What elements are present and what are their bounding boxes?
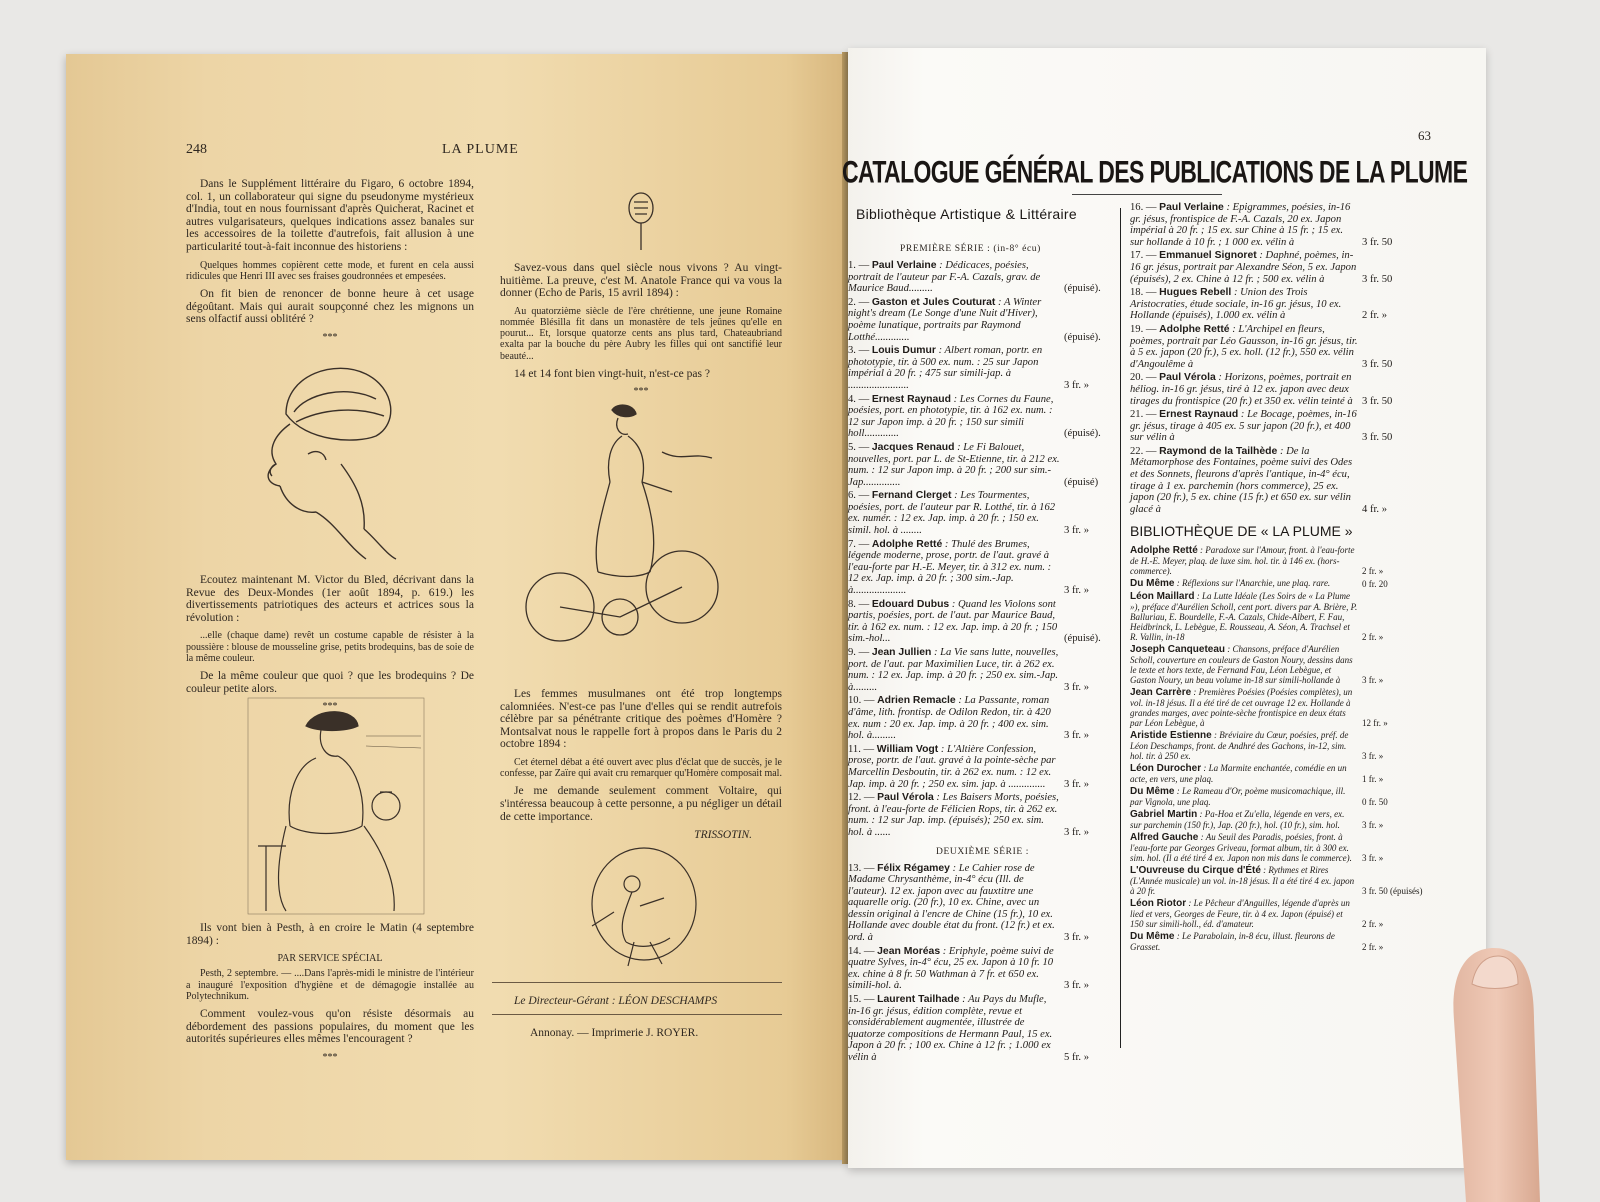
catalogue-entry: [1130, 202, 1393, 248]
quatorze-line: 14 et 14 font bien vingt-huit, n'est-ce pas ?: [514, 367, 710, 380]
entry-price: 2 fr. »: [1362, 942, 1384, 953]
bibliotheque-entry: [1130, 687, 1388, 729]
entry-price: (épuisé).: [1064, 331, 1101, 343]
entry-author: Aristide Estienne: [1130, 730, 1212, 742]
bibliotheque-entry: [1130, 578, 1388, 590]
entry-price: 5 fr. »: [1064, 1052, 1090, 1063]
entry-author: Edouard Dubus: [871, 598, 950, 610]
catalogue-entry: [848, 490, 1090, 537]
catalogue-entry: [848, 538, 1090, 597]
entry-description: : Eriphyle, poème suivi de quatre Sylves, in-4° écu, 25 ex. Japon à 10 fr. 10 ex. chine à 8 fr. 50 Wathman à 7 fr. et 650 ex. simili-hol. à.: [848, 945, 1054, 992]
entry-price: 3 fr. »: [1362, 675, 1384, 686]
entry-description: : Pa-Hoa et Zu'ella, légende en vers, ex. sur parchemin (150 fr.), Jap. (20 fr.), hol. (10 fr.), sim. hol.: [1130, 809, 1345, 831]
separator-stars-2: ***: [322, 701, 338, 713]
entry-price: 3 fr. »: [1064, 585, 1090, 597]
entry-number: 11. —: [848, 743, 877, 755]
bibliotheque-entry: [1130, 832, 1384, 864]
entry-price: 3 fr. »: [1064, 681, 1090, 693]
catalogue-entry: [1130, 323, 1393, 370]
catalogue-entry: [1130, 287, 1388, 322]
entry-number: 20. —: [1130, 372, 1160, 384]
entry-price: (épuisé).: [1064, 428, 1101, 440]
serie-1-heading: PREMIÈRE SÉRIE : (in-8° écu): [900, 244, 1041, 254]
entry-author: William Vogt: [876, 743, 939, 755]
couleur-paragraph: De la même couleur que quoi ? que les brodequins ? De couleur petite alors.: [186, 669, 474, 695]
entry-price: 2 fr. »: [1362, 310, 1388, 322]
entry-price: 0 fr. 50: [1362, 797, 1388, 808]
bibliotheque-entry: [1130, 644, 1384, 686]
entry-author: Adrien Remacle: [877, 695, 956, 707]
entry-price: 3 fr. »: [1064, 525, 1090, 537]
entry-number: 3. —: [848, 345, 872, 357]
entry-number: 16. —: [1130, 202, 1160, 213]
right-page: [842, 48, 1486, 1168]
bibliotheque-entry: [1130, 730, 1384, 762]
catalogue-entry: [848, 743, 1090, 790]
entry-description: : Premières Poésies (Poésies complètes), un vol. in-18 jésus. Il a été tiré de cet ouvrage 12 ex. Hollande à grandes marges, avec pointe-sèche frontispice en deux états par Léon Lebègue, à: [1130, 687, 1353, 729]
entry-author: Hugues Rebell: [1159, 287, 1232, 299]
bibliotheque-entry: [1130, 763, 1384, 785]
entry-description: : Rythmes et Rires (L'Année musicale) un vol. in-18 jésus. Il a été tiré 4 ex. japon à 20 fr.: [1130, 865, 1355, 897]
entry-price: 3 fr. »: [1064, 730, 1090, 742]
entry-price: 3 fr. 50: [1362, 273, 1393, 285]
entry-author: Gaston et Jules Couturat: [871, 296, 996, 308]
entry-author: Félix Régamey: [877, 862, 950, 874]
entry-price: (épuisé).: [1064, 633, 1101, 645]
entry-price: 3 fr. 50: [1362, 236, 1393, 248]
entry-number: 8. —: [848, 598, 872, 610]
entry-author: Jean Carrère: [1130, 687, 1192, 699]
page-number-left: 248: [186, 142, 207, 157]
entry-author: Laurent Tailhade: [877, 994, 960, 1006]
catalogue-entry: [848, 695, 1090, 742]
bibliotheque-entry: [1130, 898, 1384, 930]
entry-number: 13. —: [848, 862, 878, 874]
entry-price: 4 fr. »: [1362, 503, 1388, 515]
entry-number: 15. —: [848, 994, 878, 1006]
france-quote: Au quatorzième siècle de l'ère chrétienne, une jeune Romaine nommée Blésilla fit dans un monastère de tels jeûnes qu'elle en pourut... Et, lorsque quatorze cents ans plus tard, Chateaubriand exalta par la bouche du père Aubry les filles qui ont sanctifié leur beauté...: [500, 305, 782, 362]
entry-author: Paul Vérola: [877, 792, 934, 804]
service-heading: PAR SERVICE SPÉCIAL: [277, 953, 383, 965]
entry-description: : Le Pêcheur d'Anguilles, légende d'après un lied et vers, Georges de Feure, tir. à 4 ex. Japon (épuisé) et 150 sur simili-holl., éd. d'amateur.: [1130, 898, 1350, 930]
catalogue-entry: [848, 441, 1099, 488]
entry-description: : Les Tourmentes, poésies, port. de l'auteur par R. Lotthé, tir. à 162 ex. numér. : 12 ex. Jap. imp. à 20 fr. ; 150 ex. simil. hol. à ........: [848, 490, 1056, 537]
entry-author: Léon Durocher: [1130, 763, 1202, 775]
footer-rule-2: [492, 1014, 782, 1015]
left-column-1-bottom: [186, 922, 474, 1070]
separator-stars: ***: [322, 331, 338, 343]
entry-price: 3 fr. 50: [1362, 358, 1393, 370]
eternel-quote: Cet éternel débat a été ouvert avec plus d'éclat que de succès, je le confesse, par Zaïre qui avait cru remarquer qu'Homère composait mal.: [500, 756, 782, 780]
entry-price: 3 fr. »: [1362, 820, 1384, 831]
catalogue-entry: [848, 345, 1090, 391]
left-column-2-top: [500, 262, 782, 405]
serie-2-heading: DEUXIÈME SÉRIE :: [936, 846, 1029, 857]
entry-price: (épuisé): [1064, 476, 1099, 488]
catalogue-entry: [1130, 372, 1393, 407]
entry-description: : Chansons, préface d'Aurélien Scholl, couverture en couleurs de Gaston Noury, dessins dans le texte et hors texte, de Fernand Fau, Léon Lebègue, et Gaston Noury, un beau volume in-18 sur simili-hollande à: [1130, 644, 1353, 686]
imprimerie-line: Annonay. — Imprimerie J. ROYER.: [530, 1027, 699, 1039]
woman-profile-illustration: [246, 354, 406, 564]
entry-description: : A Winter night's dream (Le Songe d'une Nuit d'Hiver), poème lunatique, portraits par Raymond Lotthé.............: [848, 296, 1042, 343]
bibliotheque-entry: [1130, 591, 1384, 643]
entry-description: : L'Archipel en fleurs, poèmes, portrait par Léo Gausson, in-16 gr. jésus, tir. à 5 ex. japon (20 fr.), 5 ex. holl. (12 fr.), 550 ex. vélin d'Angoulême à: [1130, 323, 1358, 370]
entry-price: 3 fr. »: [1064, 980, 1090, 992]
entry-description: : Bréviaire du Cœur, poésies, préf. de Léon Deschamps, front. de Andhré des Gachons, in-12, sim. hol. tir. à 250 ex.: [1130, 730, 1349, 762]
entry-price: 2 fr. »: [1362, 632, 1384, 643]
entry-description: : Dédicaces, poésies, portrait de l'auteur par F.-A. Cazals, grav. de Maurice Baud.........: [848, 260, 1041, 295]
entry-number: 22. —: [1130, 445, 1160, 457]
entry-author: Joseph Canqueteau: [1130, 644, 1226, 656]
entry-author: Adolphe Retté: [1130, 545, 1198, 557]
left-column-2-middle: [500, 688, 782, 842]
entry-number: 19. —: [1130, 323, 1160, 335]
entry-number: 14. —: [848, 945, 878, 957]
entry-author: Léon Riotor: [1130, 898, 1187, 910]
separator-stars-4: ***: [633, 386, 649, 398]
separator-stars-3: ***: [322, 1051, 338, 1063]
entry-number: 6. —: [848, 490, 872, 502]
entry-author: Emmanuel Signoret: [1159, 250, 1257, 262]
entry-price: 3 fr. »: [1064, 379, 1090, 391]
entry-author: Paul Vérola: [1159, 372, 1216, 384]
entry-author: Paul Verlaine: [1159, 202, 1224, 213]
entry-number: 1. —: [848, 260, 872, 271]
left-page: [66, 54, 849, 1160]
entry-description: : Le Rameau d'Or, poème musicomachique, ill. par Vignola, une plaq.: [1130, 786, 1346, 808]
entry-price: 3 fr. 50 (épuisés): [1362, 886, 1423, 897]
entry-description: : Au Pays du Mufle, in-16 gr. jésus, édition complète, revue et considérablement augmentée, illustrée de quatorze compositions de Hermann Paul, 15 ex. Japon à 20 fr. ; 100 ex. Chine à 12 fr. ; 1.000 ex vélin à: [848, 994, 1053, 1063]
catalogue-entry: [848, 945, 1090, 992]
entry-number: 12. —: [848, 792, 878, 804]
entry-author: Adolphe Retté: [1159, 323, 1230, 335]
seated-woman-illustration: [246, 696, 426, 916]
entry-author: L'Ouvreuse du Cirque d'Été: [1130, 865, 1261, 877]
open-magazine: [66, 48, 1486, 1168]
pesth-dispatch: Pesth, 2 septembre. — ....Dans l'après-midi le ministre de l'intérieur a inauguré l'exposition d'hygiène et de démagogie installée au Polytechnikum.: [186, 968, 474, 1002]
finger-holding-page: [1436, 940, 1546, 1202]
pesth-paragraph: Ils vont bien à Pesth, à en croire le Matin (4 septembre 1894) :: [186, 922, 474, 947]
entry-number: 18. —: [1130, 287, 1160, 299]
entry-author: Du Même: [1130, 931, 1175, 943]
entry-price: 3 fr. »: [1064, 778, 1090, 790]
entry-description: : Paradoxe sur l'Amour, front. à l'eau-forte de H.-E. Meyer, plaq. de luxe sim. hol. tir. à 146 ex. (hors-commerce).: [1130, 545, 1355, 577]
entry-description: : La Vie sans lutte, nouvelles, port. de l'aut. par Maximilien Luce, tir. à 262 ex. num. : 12 ex. Jap. imp. à 20 fr. ; 250 ex. sim.-Jap. à.........: [848, 647, 1059, 693]
entry-author: Adolphe Retté: [871, 538, 943, 550]
catalogue-entry: [848, 598, 1101, 645]
entry-author: Fernand Clerget: [871, 490, 952, 502]
bibliotheque-entry: [1130, 865, 1423, 897]
catalogue-entry: [848, 994, 1090, 1064]
entry-author: Léon Maillard: [1130, 591, 1195, 603]
entry-price: 1 fr. »: [1362, 774, 1384, 785]
bibliotheque-entry: [1130, 809, 1384, 831]
entry-description: : De la Métamorphose des Fontaines, poème suivi des Odes et des Sonnets, fleurons d'après l'antique, in-4° écu, tirage à 1 ex. parchemin (hors commerce), 25 ex. japon (20 fr.), 5 ex. chine (15 fr.) et 650 ex. sur vélin glacé à: [1130, 445, 1353, 515]
entry-description: : Le Cahier rose de Madame Chrysanthème, in-4° écu (Ill. de l'auteur). 12 ex. japon avec au fauxtitre une aquarelle orig. (20 fr.), 10 ex. Chine, avec un dessin original à l'encre de Chine (15 fr.), 10 ex. Hollande avec double état du front. (12 fr.) et ex. ord. à: [848, 862, 1055, 944]
bled-paragraph: Ecoutez maintenant M. Victor du Bled, décrivant dans la Revue des Deux-Mondes (1er août 1894, p. 619.) les divertissements patriotiques des acteurs et actrices sous la révolution :: [186, 574, 474, 624]
bibliotheque-entry: [1130, 931, 1384, 953]
entry-author: Du Même: [1130, 578, 1175, 590]
femmes-paragraph: Les femmes musulmanes ont été trop longtemps calomniées. N'est-ce pas l'une d'elles qui se rendit autrefois célèbre par sa pénétrante critique des poèmes d'Homère ? Montsalvat nous le rappelle fort à propos dans le Paris du 2 octobre 1894 :: [500, 688, 782, 751]
catalogue-entry: [848, 296, 1101, 343]
catalogue-headline: CATALOGUE GÉNÉRAL DES PUBLICATIONS DE LA PLUME: [842, 154, 1468, 190]
entry-description: : L'Altière Confession, prose, portr. de l'aut. gravé à la pointe-sèche par Marcellin Desboutin, tir. à 262 ex. num. : 12 ex. Jap. imp. à 20 fr. ; 250 ex. sim. jap. à ..............: [848, 743, 1056, 790]
entry-author: Jacques Renaud: [871, 441, 955, 453]
trissotin-signature: TRISSOTIN.: [694, 829, 752, 842]
entry-price: (épuisé).: [1064, 283, 1101, 295]
entry-author: Ernest Raynaud: [1159, 409, 1239, 421]
entry-number: 7. —: [848, 538, 872, 550]
catalogue-entry: [848, 260, 1101, 295]
section-artistique: Bibliothèque Artistique & Littéraire: [856, 206, 1077, 222]
entry-description: : La Lutte Idéale (Les Soirs de « La Plume »), préface d'Aurélien Scholl, cent port. divers par A. Brière, P. Balluriau, E. Bourdelle, F.-A. Cazals, Chide-Albert, F. Fau, Heidbrinck, L. Lebègue, E. Rousseau, A. Séon, A. Trachsel et R. Vallin, in-18: [1130, 591, 1358, 643]
entry-description: : Albert roman, portr. en phototypie, tir. à 500 ex. num. : 25 sur Japon impérial à 20 fr. ; 475 sur simili-jap. à .......................: [848, 345, 1043, 391]
entry-number: 2. —: [848, 296, 872, 308]
woman-tricycle-illustration: [522, 402, 722, 662]
entry-number: 9. —: [848, 647, 872, 658]
running-title: LA PLUME: [442, 142, 519, 157]
bibliotheque-entry: [1130, 545, 1384, 577]
entry-description: : La Passante, roman d'âme, lith. frontisp. de Odilon Redon, tir. à 420 ex. num : 20 ex. Jap. imp. à 20 fr. ; 400 ex. sim. hol. à.........: [848, 695, 1051, 742]
bibliotheque-entry: [1130, 786, 1388, 808]
entry-price: 3 fr. »: [1064, 932, 1090, 944]
mignons-paragraph: On fit bien de renoncer de bonne heure à cet usage dégoûtant. Mais qui aurait soupçonné chez les mignons un sens olfactif aussi oblitéré ?: [186, 287, 474, 326]
entry-price: 2 fr. »: [1362, 919, 1384, 930]
voltaire-paragraph: Je me demande seulement comment Voltaire, qui s'intéressa beaucoup à cette personne, a pu négliger un détail de cette importance.: [500, 785, 782, 823]
entry-author: Alfred Gauche: [1130, 832, 1199, 844]
entry-price: 3 fr. »: [1362, 853, 1384, 864]
bled-quote: ...elle (chaque dame) revêt un costume capable de résister à la poussière : blouse de mousseline grise, petits brodequins, bas de soie de la même couleur.: [186, 630, 474, 664]
entry-author: Jean Jullien: [871, 647, 932, 658]
entry-author: Du Même: [1130, 786, 1175, 798]
entry-number: 10. —: [848, 695, 878, 707]
entry-author: Raymond de la Tailhède: [1159, 445, 1278, 457]
entry-description: : Le Parabolain, in-8 écu, illust. fleurons de Grasset.: [1130, 931, 1335, 953]
catalogue-entry: [1130, 445, 1388, 516]
directeur-gerant: Le Directeur-Gérant : LÉON DESCHAMPS: [514, 995, 718, 1007]
section-bibliotheque: BIBLIOTHÈQUE DE « LA PLUME »: [1130, 523, 1353, 540]
catalogue-entry: [848, 862, 1090, 944]
footer-rule: [492, 982, 782, 983]
entry-author: Jean Moréas: [877, 945, 941, 957]
entry-description: : Les Baisers Morts, poésies, front. à l'eau-forte de Félicien Rops, tir. à 262 ex. num. : 12 sur Jap. imp. (épuisés); 250 ex. sim. hol. à ......: [848, 792, 1059, 838]
entry-author: Paul Verlaine: [871, 260, 937, 271]
entry-description: : Les Cornes du Faune, poésies, port. en phototypie, tir. à 162 ex. num. : 12 sur Japon imp. à 20 fr. ; 150 sur simili holl.............: [848, 393, 1054, 440]
entry-description: : Quand les Violons sont partis, poésies, port. de l'aut. par Maurice Baud, tir. à 162 ex. num. : 12 ex. Jap. imp. à 20 fr. ; 150 sim.-hol...: [848, 598, 1058, 645]
entry-description: : Thulé des Brumes, légende moderne, prose, portr. de l'aut. gravé à l'eau-forte par H.-E. Meyer, tir. à 312 ex. num. : 12 ex. Jap. imp. à 20 fr. ; 300 sim.-Jap. à....................: [848, 538, 1052, 597]
entry-description: : Le Bocage, poèmes, in-16 gr. jésus, tirage à 405 ex. 5 sur japon (20 fr.), et 400 sur vélin à: [1130, 409, 1357, 444]
entry-number: 4. —: [848, 393, 872, 405]
figaro-paragraph: Dans le Supplément littéraire du Figaro, 6 octobre 1894, col. 1, un collaborateur qui signe du pseudonyme mystérieux d'India, tout en nous fournissant d'après Quicherat, Racinet et autres vulgarisateurs, quelques indications assez banales sur les accessoires de la toilette d'autrefois, fait allusion à une particularité tout-à-fait inconnue des historiens :: [186, 178, 474, 253]
catalogue-column-1: [848, 260, 1101, 1066]
entry-description: : La Marmite enchantée, comédie en un acte, en vers, une plaq.: [1130, 763, 1347, 785]
entry-description: : Daphné, poèmes, in-16 gr. jésus, portrait par Alexandre Séon, 5 ex. Japon (épuisés), 2 ex. Chine à 12 fr. ; 500 ex. vélin à: [1130, 250, 1357, 285]
entry-number: 17. —: [1130, 250, 1160, 262]
closing-paragraph: Comment voulez-vous qu'on résiste désormais au débordement des passions populaires, du moment que les autorités supérieures elles mêmes l'encouragent ?: [186, 1008, 474, 1046]
entry-price: 3 fr. »: [1362, 751, 1384, 762]
dancer-vignette: [574, 842, 704, 972]
page-number-right: 63: [1418, 128, 1431, 143]
catalogue-entry: [848, 393, 1101, 440]
catalogue-column-2: [1130, 202, 1423, 954]
entry-price: 12 fr. »: [1362, 718, 1388, 729]
racket-vignette: [626, 190, 656, 252]
entry-description: : Réflexions sur l'Anarchie, une plaq. rare.: [1174, 578, 1331, 589]
entry-number: 21. —: [1130, 409, 1160, 421]
left-column-1: [186, 178, 474, 350]
entry-author: Ernest Raynaud: [871, 393, 951, 405]
catalogue-entry: [1130, 250, 1393, 285]
figaro-quote: Quelques hommes copièrent cette mode, et furent en cela aussi ridicules que Henri III avec ses fraises goudronnées et empesées.: [186, 259, 474, 282]
headline-rule: [1072, 194, 1222, 195]
entry-price: 2 fr. »: [1362, 566, 1384, 577]
entry-price: 0 fr. 20: [1362, 579, 1388, 590]
entry-description: : Epigrammes, poésies, in-16 gr. jésus, frontispice de F.-A. Cazals, 20 ex. Japon impérial à 20 fr. ; 15 ex. sur Chine à 15 fr. ; 15 ex. sur hollande à 10 fr. ; 1 000 ex. vélin à: [1130, 202, 1351, 248]
entry-description: : Horizons, poèmes, portrait en héliog. in-16 gr. jésus, tiré à 12 ex. japon avec deux tirages du frontispice (20 fr.) et 350 ex. vélin teinté à: [1130, 372, 1353, 407]
entry-description: : Le Fi Balouet, nouvelles, port. par L. de St-Etienne, tir. à 212 ex. num. : 12 sur Japon imp. à 20 fr. ; 200 sur sim.-Jap..............: [848, 441, 1060, 488]
entry-description: : Union des Trois Aristocraties, étude sociale, in-16 gr. jésus, 10 ex. Hollande (épuisés), 1.000 ex. vélin à: [1130, 287, 1342, 322]
entry-author: Gabriel Martin: [1130, 809, 1198, 821]
entry-price: 3 fr. »: [1064, 826, 1090, 838]
catalogue-entry: [848, 647, 1090, 693]
entry-author: Louis Dumur: [871, 345, 936, 357]
catalogue-entry: [848, 792, 1090, 838]
entry-price: 3 fr. 50: [1362, 395, 1393, 407]
entry-price: 3 fr. 50: [1362, 432, 1393, 444]
entry-description: : Au Seuil des Paradis, poésies, front. à l'eau-forte par Georges Griveau, format album, tir. à 300 ex. sim. hol. (Il a été tiré 4 ex. Japon non mis dans le commerce).: [1130, 832, 1352, 864]
siecle-paragraph: Savez-vous dans quel siècle nous vivons ? Au vingt-huitième. La preuve, c'est M. Anatole France qui va vous la donner (Echo de Paris, 15 avril 1894) :: [500, 262, 782, 300]
entry-number: 5. —: [848, 441, 872, 453]
catalogue-entry: [1130, 409, 1393, 444]
